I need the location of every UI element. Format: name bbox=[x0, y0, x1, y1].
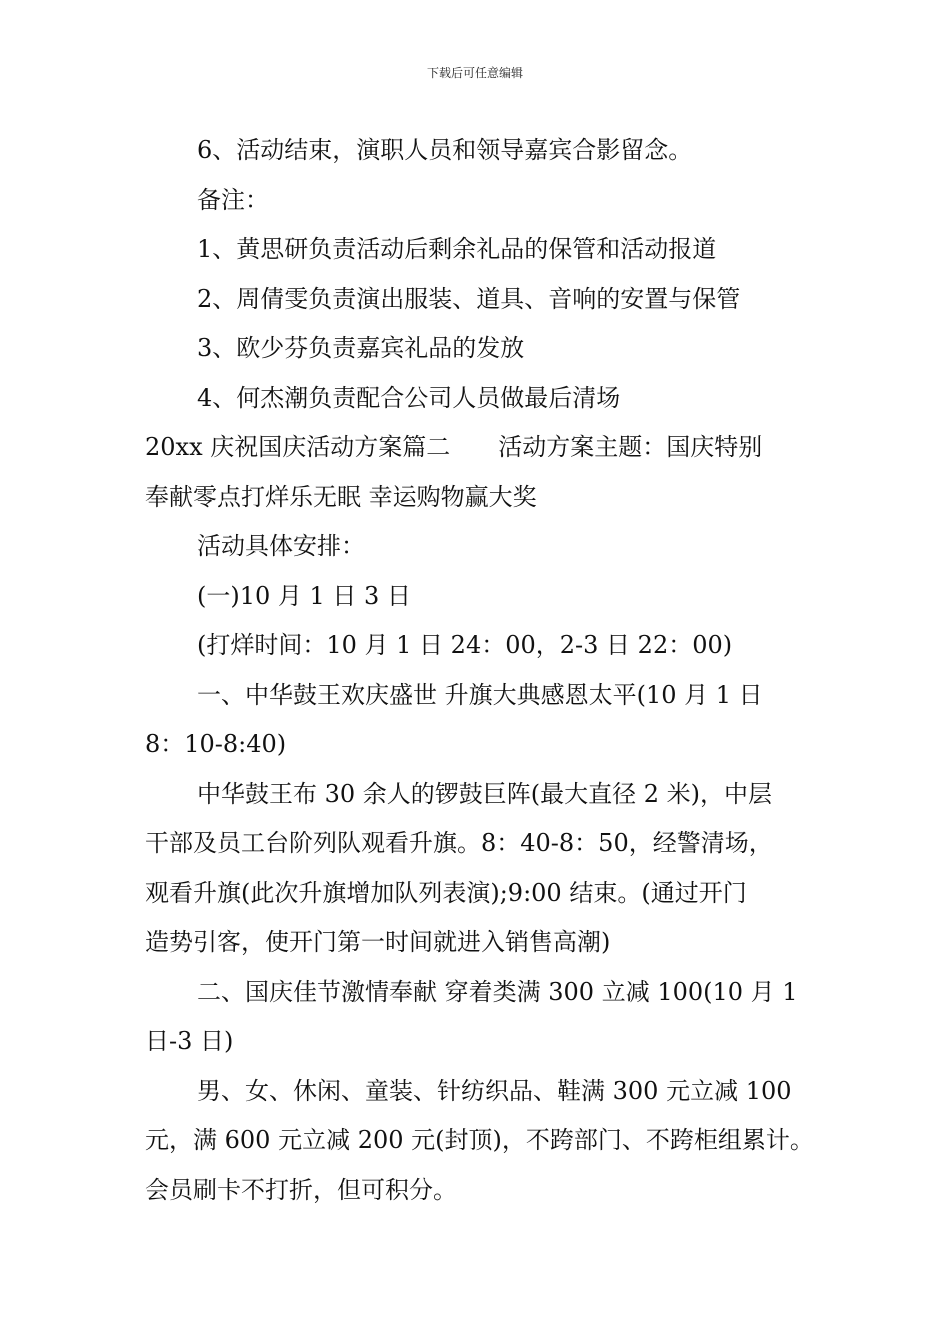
paragraph-item-2-body-1: 男、女、休闲、童装、针纺织品、鞋满 300 元立减 100 bbox=[197, 1076, 792, 1105]
paragraph-notes-heading: 备注： bbox=[197, 185, 269, 214]
page-header: 下载后可任意编辑 bbox=[426, 66, 523, 80]
paragraph-note-3: 3、欧少芬负责嘉宾礼品的发放 bbox=[197, 334, 525, 362]
paragraph-item-2-body-2: 元，满 600 元立减 200 元(封顶)，不跨部门、不跨柜组累计。 bbox=[145, 1126, 814, 1154]
paragraph-note-2: 2、周倩雯负责演出服装、道具、音响的安置与保管 bbox=[197, 284, 741, 313]
paragraph-item-1-body-4: 造势引客，使开门第一时间就进入销售高潮) bbox=[145, 928, 611, 956]
paragraph-activity-end: 6、活动结束，演职人员和领导嘉宾合影留念。 bbox=[197, 136, 693, 164]
paragraph-item-2-title-cont: 日-3 日) bbox=[145, 1027, 234, 1055]
section-title-line-1: 20xx 庆祝国庆活动方案篇二 活动方案主题：国庆特别 bbox=[145, 433, 763, 461]
paragraph-item-1-title-cont: 8：10-8:40) bbox=[145, 730, 287, 758]
paragraph-item-1-body-1: 中华鼓王布 30 余人的锣鼓巨阵(最大直径 2 米)，中层 bbox=[197, 779, 773, 808]
paragraph-schedule-heading: 活动具体安排： bbox=[197, 532, 365, 560]
section-title-line-2: 奉献零点打烊乐无眠 幸运购物赢大奖 bbox=[145, 482, 537, 511]
paragraph-note-4: 4、何杰潮负责配合公司人员做最后清场 bbox=[197, 383, 621, 412]
paragraph-item-2-title: 二、国庆佳节激情奉献 穿着类满 300 立减 100(10 月 1 bbox=[197, 977, 798, 1006]
paragraph-item-1-body-2: 干部及员工台阶列队观看升旗。8：40-8：50，经警清场， bbox=[145, 829, 773, 857]
paragraph-note-1: 1、黄思研负责活动后剩余礼品的保管和活动报道 bbox=[197, 235, 717, 263]
paragraph-item-1-title: 一、中华鼓王欢庆盛世 升旗大典感恩太平(10 月 1 日 bbox=[197, 680, 763, 709]
paragraph-schedule-date: (一)10 月 1 日 3 日 bbox=[197, 581, 411, 610]
paragraph-item-2-body-3: 会员刷卡不打折，但可积分。 bbox=[145, 1175, 457, 1204]
paragraph-closing-time: (打烊时间：10 月 1 日 24：00，2-3 日 22：00) bbox=[197, 631, 733, 659]
document-body bbox=[145, 126, 815, 1215]
paragraph-item-1-body-3: 观看升旗(此次升旗增加队列表演);9:00 结束。(通过开门 bbox=[145, 878, 747, 907]
